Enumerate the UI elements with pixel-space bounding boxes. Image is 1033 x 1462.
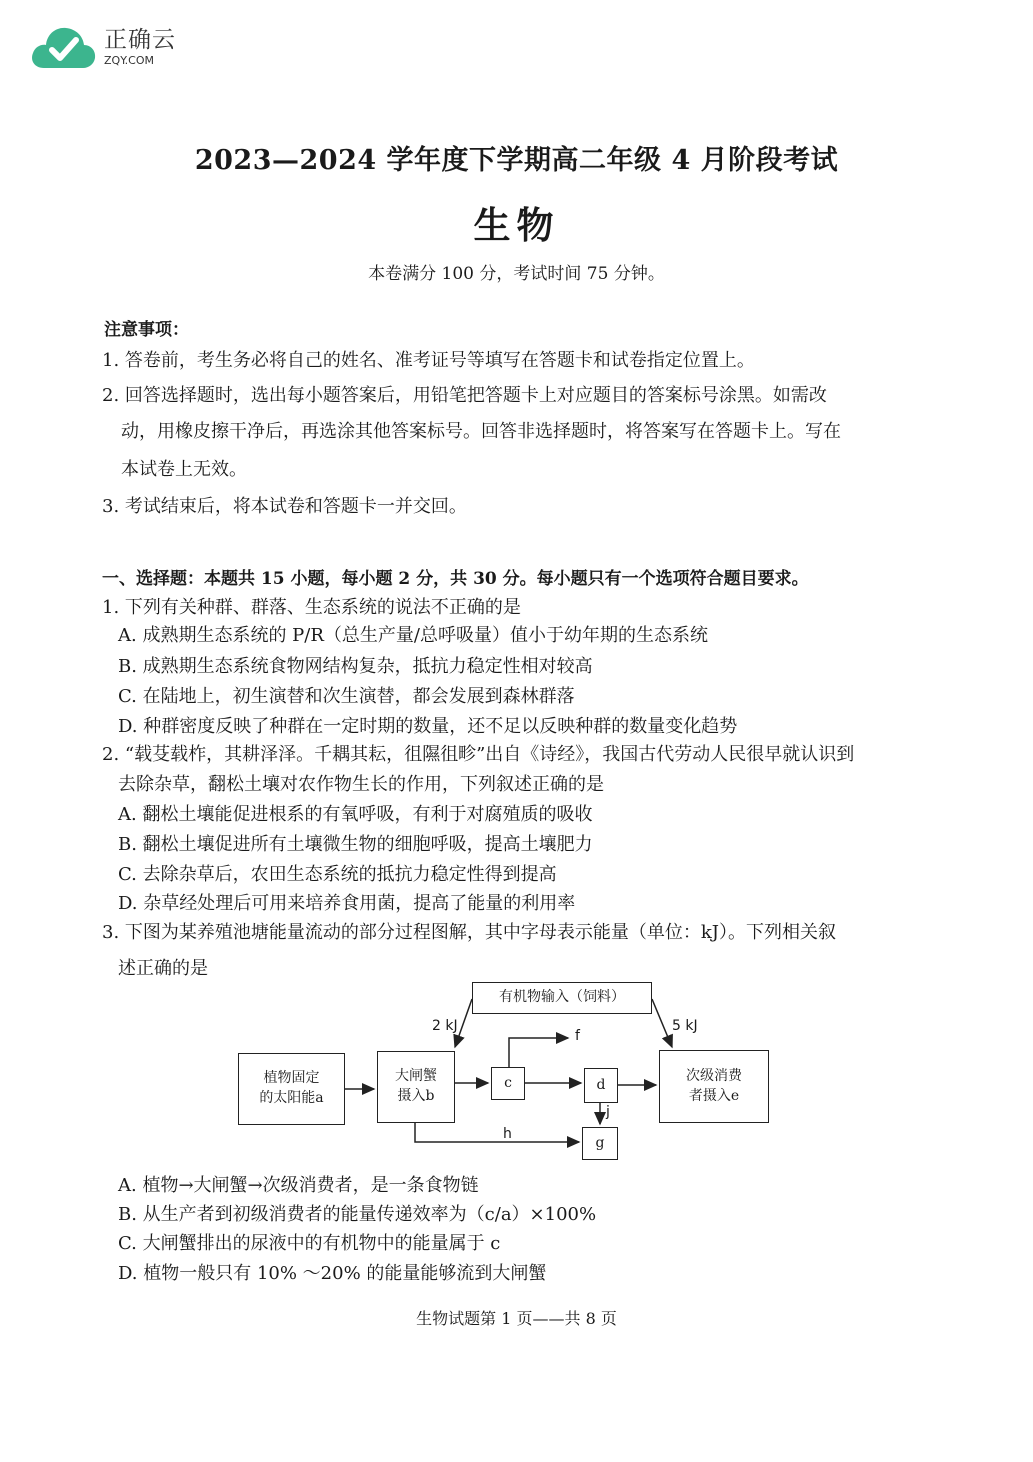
plant-label-line-2: 的太阳能a — [259, 1090, 324, 1106]
consumer-label-line-2: 者摄入e — [688, 1087, 740, 1104]
exam-subject: 生物 — [473, 203, 560, 247]
right-energy-label: 5 kJ — [672, 1018, 698, 1034]
notice-item-2-line-3: 本试卷上无效。 — [121, 459, 247, 480]
node-c — [491, 1067, 525, 1100]
question-1-option-a: A. 成熟期生态系统的 P/R（总生产量/总呼吸量）值小于幼年期的生态系统 — [118, 625, 708, 646]
plant-box — [238, 1053, 345, 1125]
question-2-option-b: B. 翻松土壤促进所有土壤微生物的细胞呼吸，提高土壤肥力 — [118, 834, 593, 855]
notice-item-2: 2. 回答选择题时，选出每小题答案后，用铅笔把答题卡上对应题目的答案标号涂黑。如需改 — [102, 385, 827, 406]
question-1-option-c: C. 在陆地上，初生演替和次生演替，都会发展到森林群落 — [118, 686, 575, 707]
feed-input-box — [472, 982, 652, 1014]
question-1-option-b: B. 成熟期生态系统食物网结构复杂，抵抗力稳定性相对较高 — [118, 656, 593, 677]
page-footer: 生物试题第 1 页——共 8 页 — [416, 1309, 617, 1328]
secondary-consumer-box — [659, 1050, 769, 1123]
section-heading: 一、选择题：本题共 15 小题，每小题 2 分，共 30 分。每小题只有一个选项符合题目要求。 — [102, 569, 809, 589]
node-g — [582, 1127, 618, 1160]
question-3-option-d: D. 植物一般只有 10% ～20% 的能量能够流到大闸蟹 — [118, 1263, 547, 1284]
question-2-stem-line-2: 去除杂草，翻松土壤对农作物生长的作用，下列叙述正确的是 — [118, 774, 604, 795]
left-energy-label: 2 kJ — [432, 1018, 458, 1034]
question-3-stem: 3. 下图为某养殖池塘能量流动的部分过程图解，其中字母表示能量（单位：kJ）。下列相关叙 — [102, 922, 837, 943]
notice-heading: 注意事项： — [104, 320, 189, 340]
plant-label-line-1: 植物固定 — [263, 1070, 320, 1087]
question-3-option-c: C. 大闸蟹排出的尿液中的有机物中的能量属于 c — [118, 1233, 501, 1254]
question-2-option-d: D. 杂草经处理后可用来培养食用菌，提高了能量的利用率 — [118, 893, 576, 914]
crab-label-line-2: 摄入b — [397, 1088, 435, 1104]
question-1-option-d: D. 种群密度反映了种群在一定时期的数量，还不足以反映种群的数量变化趋势 — [118, 716, 738, 737]
node-c-label: c — [504, 1074, 512, 1091]
logo-name-en: ZQY.COM — [104, 53, 155, 67]
question-3-option-a: A. 植物→大闸蟹→次级消费者，是一条食物链 — [118, 1175, 479, 1196]
question-2-option-c: C. 去除杂草后，农田生态系统的抵抗力稳定性得到提高 — [118, 864, 557, 885]
node-d — [584, 1068, 618, 1103]
question-2-option-a: A. 翻松土壤能促进根系的有氧呼吸，有利于对腐殖质的吸收 — [118, 804, 593, 825]
question-3-option-b: B. 从生产者到初级消费者的能量传递效率为（c/a）×100% — [118, 1204, 597, 1225]
feed-input-label: 有机物输入（饲料） — [499, 989, 625, 1006]
exam-info: 本卷满分 100 分，考试时间 75 分钟。 — [368, 264, 665, 284]
notice-item-2-line-2: 动，用橡皮擦干净后，再选涂其他答案标号。回答非选择题时，将答案写在答题卡上。写在 — [121, 421, 841, 442]
label-j: j — [606, 1104, 610, 1120]
question-2-stem: 2. “载芟载柞，其耕泽泽。千耦其耘，徂隰徂畛”出自《诗经》，我国古代劳动人民很早就认识到 — [102, 744, 855, 765]
notice-item-1: 1. 答卷前，考生务必将自己的姓名、准考证号等填写在答题卡和试卷指定位置上。 — [102, 350, 755, 371]
crab-label-line-1: 大闸蟹 — [395, 1068, 437, 1085]
consumer-label-line-1: 次级消费 — [686, 1067, 742, 1084]
node-g-label: g — [595, 1134, 605, 1151]
question-1-stem: 1. 下列有关种群、群落、生态系统的说法不正确的是 — [102, 597, 521, 618]
notice-item-3: 3. 考试结束后，将本试卷和答题卡一并交回。 — [102, 496, 467, 517]
exam-title: 2023—2024 学年度下学期高二年级 4 月阶段考试 — [194, 145, 839, 176]
logo-name-cn: 正确云 — [104, 26, 176, 53]
question-3-stem-line-2: 述正确的是 — [118, 958, 208, 979]
label-f: f — [575, 1028, 580, 1044]
crab-box — [377, 1051, 455, 1123]
node-d-label: d — [596, 1076, 606, 1093]
label-h: h — [503, 1126, 512, 1142]
